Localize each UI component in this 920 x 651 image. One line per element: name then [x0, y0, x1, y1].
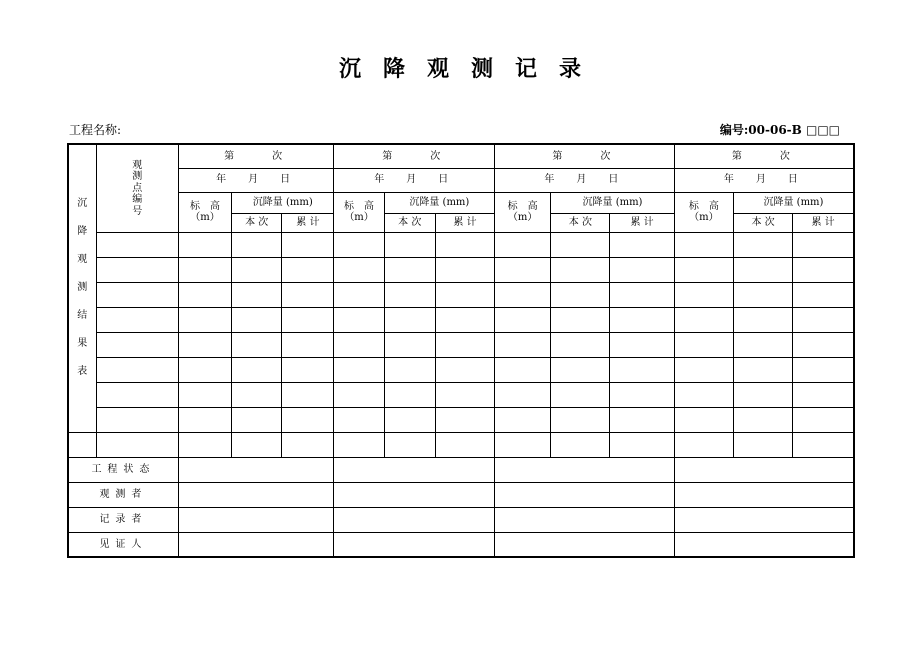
data-cell[interactable] — [282, 407, 334, 432]
data-cell[interactable] — [232, 357, 282, 382]
footer-value-cell[interactable] — [178, 457, 334, 482]
data-cell[interactable] — [178, 432, 231, 457]
data-cell[interactable] — [282, 257, 334, 282]
data-cell[interactable] — [384, 307, 435, 332]
data-cell[interactable] — [334, 332, 384, 357]
data-cell[interactable] — [610, 257, 674, 282]
elevation-unit: （m） — [507, 212, 538, 223]
data-cell[interactable] — [384, 282, 435, 307]
data-cell[interactable] — [495, 332, 551, 357]
footer-value-cell[interactable] — [178, 482, 334, 507]
data-cell[interactable] — [495, 307, 551, 332]
data-cell[interactable] — [435, 232, 494, 257]
data-cell[interactable] — [610, 357, 674, 382]
data-cell[interactable] — [793, 357, 854, 382]
data-cell[interactable] — [674, 232, 733, 257]
footer-row-label: 工程状态 — [68, 457, 178, 482]
data-cell[interactable] — [435, 432, 494, 457]
data-cell[interactable] — [793, 432, 854, 457]
footer-value-cell[interactable] — [178, 532, 334, 557]
data-cell[interactable] — [793, 307, 854, 332]
data-cell[interactable] — [551, 382, 610, 407]
data-cell[interactable] — [334, 307, 384, 332]
data-cell[interactable] — [610, 282, 674, 307]
footer-value-cell[interactable] — [674, 507, 854, 532]
data-cell[interactable] — [282, 282, 334, 307]
data-cell[interactable] — [733, 232, 792, 257]
data-cell[interactable] — [733, 332, 792, 357]
data-cell[interactable] — [733, 432, 792, 457]
side-label-cell — [68, 144, 96, 432]
data-cell[interactable] — [551, 432, 610, 457]
data-cell[interactable] — [435, 357, 494, 382]
point-number-label: 观 测 点 编 号 — [132, 159, 143, 217]
data-cell[interactable] — [610, 382, 674, 407]
data-cell[interactable] — [334, 282, 384, 307]
data-cell[interactable] — [551, 407, 610, 432]
elevation-unit: （m） — [689, 212, 719, 223]
data-cell[interactable] — [334, 432, 384, 457]
table-row — [68, 382, 854, 407]
observation-time-header: 第 次 — [674, 144, 854, 168]
data-cell[interactable] — [495, 232, 551, 257]
data-cell[interactable] — [733, 382, 792, 407]
footer-row — [68, 532, 854, 557]
settlement-record-table — [67, 143, 855, 558]
elevation-label: 标 高 — [189, 200, 220, 212]
table-row — [68, 232, 854, 257]
this-time-header: 本 次 — [232, 213, 282, 232]
table-row — [68, 332, 854, 357]
data-cell[interactable] — [551, 357, 610, 382]
data-cell[interactable] — [178, 232, 231, 257]
point-number-cell[interactable] — [96, 232, 178, 257]
footer-value-cell[interactable] — [334, 532, 495, 557]
data-cell[interactable] — [282, 232, 334, 257]
footer-value-cell[interactable] — [495, 532, 675, 557]
data-cell[interactable] — [551, 307, 610, 332]
footer-value-cell[interactable] — [495, 482, 675, 507]
footer-value-cell[interactable] — [334, 507, 495, 532]
data-cell[interactable] — [733, 307, 792, 332]
table-row — [68, 407, 854, 432]
data-cell[interactable] — [178, 257, 231, 282]
data-cell[interactable] — [384, 232, 435, 257]
data-cell[interactable] — [282, 332, 334, 357]
data-cell[interactable] — [674, 282, 733, 307]
footer-value-cell[interactable] — [495, 507, 675, 532]
date-header: 年 月 日 — [178, 168, 334, 192]
data-cell[interactable] — [610, 407, 674, 432]
data-cell[interactable] — [495, 357, 551, 382]
data-cell[interactable] — [435, 282, 494, 307]
data-cell[interactable] — [384, 382, 435, 407]
point-number-cell[interactable] — [96, 307, 178, 332]
data-cell[interactable] — [793, 232, 854, 257]
cumulative-header: 累 计 — [610, 213, 674, 232]
data-cell[interactable] — [384, 332, 435, 357]
data-cell[interactable] — [495, 282, 551, 307]
settlement-header: 沉降量 (mm) — [232, 192, 334, 213]
data-cell[interactable] — [674, 257, 733, 282]
data-cell[interactable] — [674, 382, 733, 407]
data-cell[interactable] — [384, 432, 435, 457]
side-empty-cell — [68, 432, 96, 457]
table-row — [68, 257, 854, 282]
point-number-cell[interactable] — [96, 257, 178, 282]
footer-row — [68, 507, 854, 532]
settlement-header: 沉降量 (mm) — [384, 192, 494, 213]
data-cell[interactable] — [435, 382, 494, 407]
data-cell[interactable] — [435, 332, 494, 357]
data-cell[interactable] — [733, 357, 792, 382]
data-cell[interactable] — [384, 407, 435, 432]
table-row — [68, 307, 854, 332]
data-cell[interactable] — [674, 332, 733, 357]
point-number-cell[interactable] — [96, 357, 178, 382]
table-row — [68, 432, 854, 457]
footer-value-cell[interactable] — [674, 457, 854, 482]
this-time-header: 本 次 — [733, 213, 792, 232]
data-cell[interactable] — [674, 432, 733, 457]
data-cell[interactable] — [282, 382, 334, 407]
data-cell[interactable] — [495, 382, 551, 407]
data-cell[interactable] — [232, 407, 282, 432]
data-cell[interactable] — [282, 357, 334, 382]
elevation-label: 标 高 — [344, 200, 375, 212]
observation-time-header: 第 次 — [495, 144, 675, 168]
date-header: 年 月 日 — [495, 168, 675, 192]
data-cell[interactable] — [232, 282, 282, 307]
data-cell[interactable] — [793, 382, 854, 407]
data-cell[interactable] — [435, 257, 494, 282]
data-cell[interactable] — [733, 282, 792, 307]
data-cell[interactable] — [282, 307, 334, 332]
data-cell[interactable] — [334, 232, 384, 257]
footer-value-cell[interactable] — [674, 532, 854, 557]
point-number-cell[interactable] — [96, 332, 178, 357]
data-cell[interactable] — [334, 382, 384, 407]
point-number-cell[interactable] — [96, 407, 178, 432]
table-row — [68, 282, 854, 307]
this-time-header: 本 次 — [551, 213, 610, 232]
footer-value-cell[interactable] — [495, 457, 675, 482]
observation-time-header: 第 次 — [334, 144, 495, 168]
footer-row — [68, 482, 854, 507]
observation-time-header: 第 次 — [178, 144, 334, 168]
project-name-label: 工程名称: — [69, 123, 122, 137]
data-cell[interactable] — [495, 407, 551, 432]
date-header: 年 月 日 — [674, 168, 854, 192]
data-cell[interactable] — [733, 407, 792, 432]
data-cell[interactable] — [610, 432, 674, 457]
data-cell[interactable] — [610, 332, 674, 357]
data-cell[interactable] — [232, 232, 282, 257]
elevation-header — [334, 192, 384, 232]
document-title: 沉降观测记录 — [338, 56, 603, 82]
data-cell[interactable] — [232, 307, 282, 332]
side-label: 沉 降 观 测 结 果 表 — [77, 198, 88, 378]
point-number-cell[interactable] — [96, 382, 178, 407]
cumulative-header: 累 计 — [282, 213, 334, 232]
data-cell[interactable] — [495, 257, 551, 282]
data-cell[interactable] — [674, 307, 733, 332]
data-cell[interactable] — [334, 257, 384, 282]
data-cell[interactable] — [733, 257, 792, 282]
point-number-header — [96, 144, 178, 232]
data-cell[interactable] — [551, 232, 610, 257]
footer-value-cell[interactable] — [334, 482, 495, 507]
footer-value-cell[interactable] — [674, 482, 854, 507]
data-cell[interactable] — [232, 432, 282, 457]
data-cell[interactable] — [674, 357, 733, 382]
elevation-label: 标 高 — [507, 200, 538, 212]
data-cell[interactable] — [551, 257, 610, 282]
data-cell[interactable] — [793, 282, 854, 307]
data-cell[interactable] — [178, 357, 231, 382]
cumulative-header: 累 计 — [793, 213, 854, 232]
data-cell[interactable] — [282, 432, 334, 457]
data-cell[interactable] — [610, 232, 674, 257]
data-cell[interactable] — [610, 307, 674, 332]
data-cell[interactable] — [178, 407, 231, 432]
data-cell[interactable] — [178, 282, 231, 307]
footer-row-label: 观测者 — [68, 482, 178, 507]
elevation-label: 标 高 — [688, 200, 719, 212]
data-cell[interactable] — [674, 407, 733, 432]
data-cell[interactable] — [384, 357, 435, 382]
data-cell[interactable] — [178, 382, 231, 407]
data-cell[interactable] — [232, 382, 282, 407]
data-cell[interactable] — [334, 357, 384, 382]
elevation-header — [674, 192, 733, 232]
data-cell[interactable] — [384, 257, 435, 282]
form-code: 编号:00-06-B □□□ — [719, 123, 840, 137]
this-time-header: 本 次 — [384, 213, 435, 232]
data-cell[interactable] — [232, 257, 282, 282]
footer-value-cell[interactable] — [334, 457, 495, 482]
date-header: 年 月 日 — [334, 168, 495, 192]
point-number-cell[interactable] — [96, 432, 178, 457]
data-cell[interactable] — [495, 432, 551, 457]
data-cell[interactable] — [551, 282, 610, 307]
settlement-header: 沉降量 (mm) — [733, 192, 854, 213]
data-cell[interactable] — [178, 307, 231, 332]
table-row — [68, 357, 854, 382]
data-cell[interactable] — [793, 257, 854, 282]
footer-row-label: 记录者 — [68, 507, 178, 532]
data-cell[interactable] — [793, 407, 854, 432]
footer-row-label: 见证人 — [68, 532, 178, 557]
footer-row — [68, 457, 854, 482]
data-cell[interactable] — [793, 332, 854, 357]
elevation-header — [495, 192, 551, 232]
data-cell[interactable] — [435, 407, 494, 432]
elevation-header — [178, 192, 231, 232]
data-cell[interactable] — [178, 332, 231, 357]
cumulative-header: 累 计 — [435, 213, 494, 232]
settlement-header: 沉降量 (mm) — [551, 192, 674, 213]
data-cell[interactable] — [232, 332, 282, 357]
data-cell[interactable] — [435, 307, 494, 332]
elevation-unit: （m） — [190, 212, 220, 223]
footer-value-cell[interactable] — [178, 507, 334, 532]
data-cell[interactable] — [551, 332, 610, 357]
elevation-unit: （m） — [344, 212, 374, 223]
data-cell[interactable] — [334, 407, 384, 432]
point-number-cell[interactable] — [96, 282, 178, 307]
